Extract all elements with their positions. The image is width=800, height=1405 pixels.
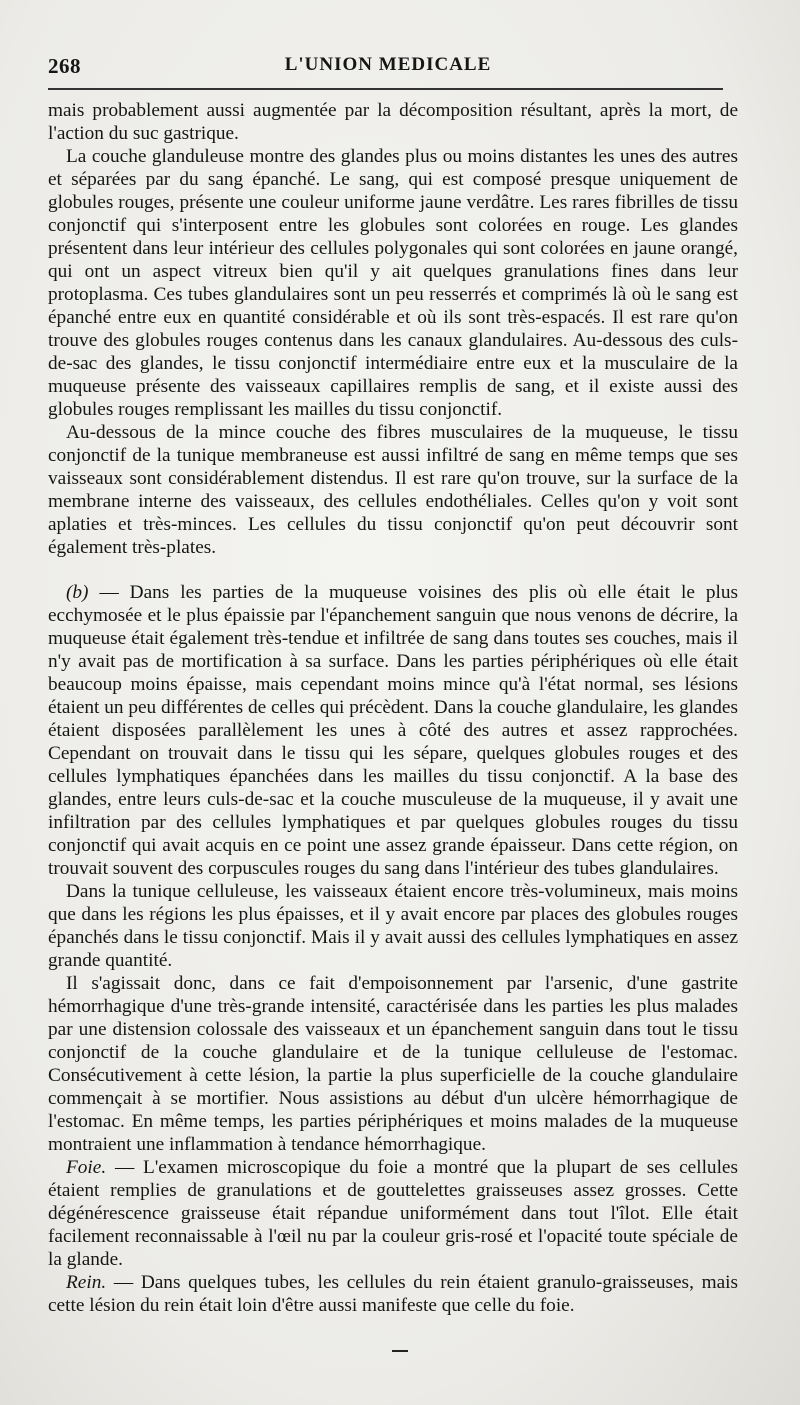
paragraph-cellular-tunic: Dans la tunique celluleuse, les vaisseaux étaient encore très-volumineux, mais moins que dans les régions les plus épaisses, et il y avait encore par places des globules rouges épanchés dans le tissu conjonctif. Mais il y avait aussi des cellules lymphatiques en assez grande quantité. xyxy=(48,881,738,971)
section-b-label: (b) xyxy=(66,582,89,603)
header-rule xyxy=(48,88,723,90)
paragraph-section-b xyxy=(48,581,738,880)
body-text xyxy=(48,99,738,1317)
closing-dash xyxy=(392,1350,408,1352)
running-title: L'UNION MEDICALE xyxy=(284,54,492,75)
paragraph-muscular-layer: Au-dessous de la mince couche des fibres musculaires de la muqueuse, le tissu conjonctif de la tunique membraneuse est aussi infiltré de sang en même temps que ses vaisseaux sont considérablement distendus. Il est rare qu'on trouve, sur la surface de la membrane interne des vaisseaux, des cellules endothéliales. Celles qu'on y voit sont aplaties et très-minces. Les cellules du tissu conjonctif qu'on peut découvrir sont également très-plates. xyxy=(48,422,738,558)
page-number: 268 xyxy=(48,54,81,78)
page-header xyxy=(48,54,728,84)
paragraph-glandular-layer: La couche glanduleuse montre des glandes plus ou moins distantes les unes des autres et séparées par du sang épanché. Le sang, qui est composé presque uniquement de globules rouges, présente une couleur uniforme jaune verdâtre. Les rares fibrilles de tissu conjonctif qui s'interposent entre les globules sont colorées en rouge. Les glandes présentent dans leur intérieur des cellules polygonales qui sont colorées en jaune orangé, qui ont un aspect vitreux bien qu'il y ait quelques granulations fines dans leur protoplasma. Ces tubes glandulaires sont un peu resserrés et comprimés là où le sang est épanché entre eux en quantité considérable et où ils sont très-espacés. Il est rare qu'on trouve des globules rouges contenus dans les canaux glandulaires. Au-dessous des culs-de-sac des glandes, le tissu conjonctif intermédiaire entre eux et la musculaire de la muqueuse présente des vaisseaux capillaires remplis de sang, et il existe aussi des globules rouges remplissant les mailles du tissu conjonctif. xyxy=(48,146,738,420)
paragraph-conclusion: Il s'agissait donc, dans ce fait d'empoisonnement par l'arsenic, d'une gastrite hémorrhagique d'une très-grande intensité, caractérisée dans les parties les plus malades par une distension colossale des vaisseaux et un épanchement sanguin dans tout le tissu conjonctif de la couche glandulaire et de la tunique celluleuse de l'estomac. Consécutivement à cette lésion, la partie la plus superficielle de la couche glandulaire commençait à se mortifier. Nous assistions au début d'un ulcère hémorrhagique de l'estomac. En même temps, les parties périphériques et moins malades de la muqueuse montraient une inflammation à tendance hémorrhagique. xyxy=(48,973,738,1155)
paragraph-liver xyxy=(48,1156,738,1271)
paragraph-kidney xyxy=(48,1271,738,1317)
kidney-label: Rein. xyxy=(66,1272,107,1293)
liver-text: — L'examen microscopique du foie a montré que la plupart de ses cellules étaient remplies de granulations et de gouttelettes graisseuses assez grosses. Cette dégénérescence graisseuse était répandue uniformément dans tout l'îlot. Elle était facilement reconnaissable à l'œil nu par la couleur gris-rosé et l'opacité toute spéciale de la glande. xyxy=(48,1157,738,1270)
section-b-text: — Dans les parties de la muqueuse voisines des plis où elle était le plus ecchymosée et le plus épaissie par l'épanchement sanguin que nous venons de décrire, la muqueuse était également très-tendue et infiltrée de sang dans toutes ses couches, mais il n'y avait pas de mortification à sa surface. Dans les parties périphériques où elle était beaucoup moins épaisse, mais cependant moins mince qu'à l'état normal, ses lésions étaient un peu différentes de celles qui précèdent. Dans la couche glandulaire, les glandes étaient disposées parallèlement les unes à côté des autres et assez rapprochées. Cependant on trouvait dans le tissu qui les sépare, quelques globules rouges et des cellules lymphatiques épanchées dans les mailles du tissu conjonctif. A la base des glandes, entre leurs culs-de-sac et la couche musculeuse de la muqueuse, il y avait une infiltration par des cellules lymphatiques et par quelques globules rouges du tissu conjonctif qui avait acquis en ce point une assez grande épaisseur. Dans cette région, on trouvait souvent des corpuscules rouges du sang dans l'intérieur des tubes glandulaires. xyxy=(48,582,738,879)
kidney-text: — Dans quelques tubes, les cellules du rein étaient granulo-graisseuses, mais cette lésion du rein était loin d'être aussi manifeste que celle du foie. xyxy=(48,1272,738,1316)
paragraph-continuation: mais probablement aussi augmentée par la décomposition résultant, après la mort, de l'action du suc gastrique. xyxy=(48,100,738,144)
liver-label: Foie. xyxy=(66,1157,107,1178)
